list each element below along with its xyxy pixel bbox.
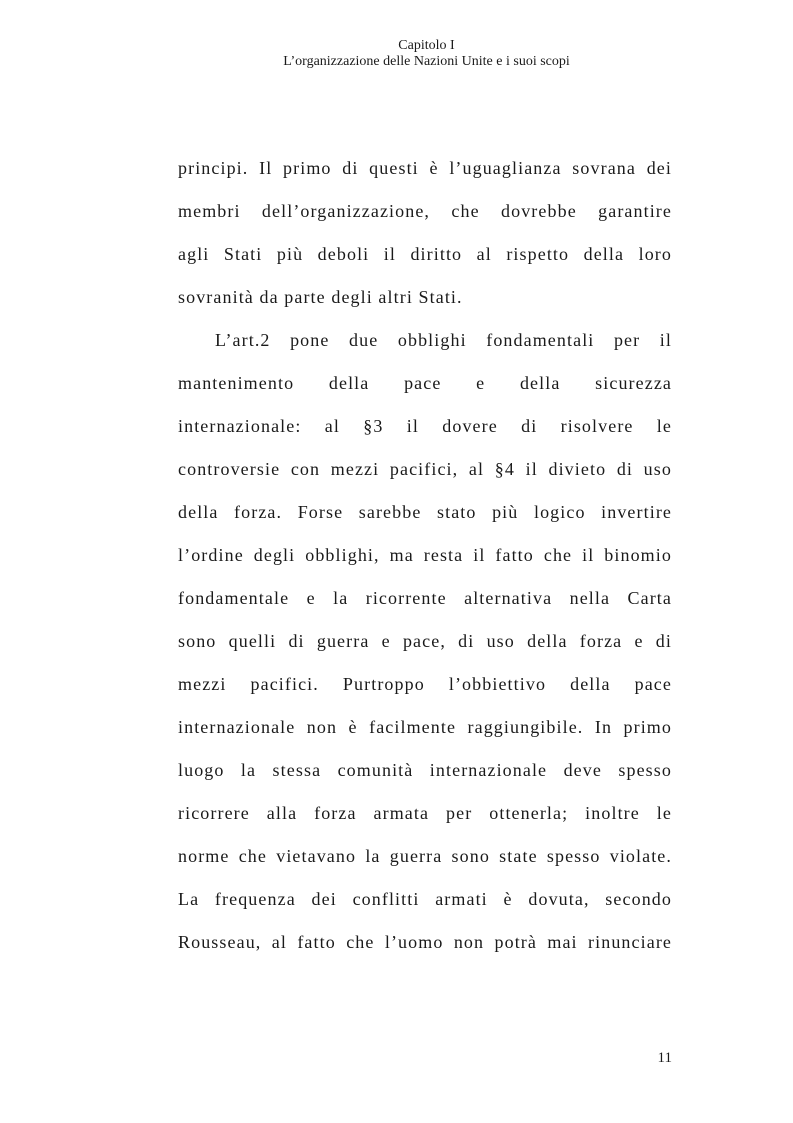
text-line: La frequenza dei conflitti armati è dovuta, secondo <box>178 889 672 909</box>
text-line: Rousseau, al fatto che l’uomo non potrà mai rinunciare <box>178 932 672 952</box>
text-line: l’ordine degli obblighi, ma resta il fatto che il binomio <box>178 545 672 565</box>
text-line: internazionale: al §3 il dovere di risolvere le <box>178 416 672 436</box>
text-line: principi. Il primo di questi è l’uguaglianza sovrana dei <box>178 158 672 178</box>
text-line: internazionale non è facilmente raggiungibile. In primo <box>178 717 672 737</box>
text-line: mantenimento della pace e della sicurezza <box>178 373 672 393</box>
running-header <box>0 38 793 70</box>
text-line: controversie con mezzi pacifici, al §4 il divieto di uso <box>178 459 672 479</box>
text-line: agli Stati più deboli il diritto al rispetto della loro <box>178 244 672 264</box>
text-line: mezzi pacifici. Purtroppo l’obbiettivo della pace <box>178 674 672 694</box>
text-line: fondamentale e la ricorrente alternativa nella Carta <box>178 588 672 608</box>
text-line: norme che vietavano la guerra sono state spesso violate. <box>178 846 672 866</box>
chapter-title: L’organizzazione delle Nazioni Unite e i suoi scopi <box>283 54 570 69</box>
text-line: ricorrere alla forza armata per ottenerla; inoltre le <box>178 803 672 823</box>
text-line: membri dell’organizzazione, che dovrebbe garantire <box>178 201 672 221</box>
text-line: sono quelli di guerra e pace, di uso della forza e di <box>178 631 672 651</box>
text-line: luogo la stessa comunità internazionale deve spesso <box>178 760 672 780</box>
page-number: 11 <box>657 1050 672 1066</box>
text-line: della forza. Forse sarebbe stato più logico invertire <box>178 502 672 522</box>
paragraph-start-line: L’art.2 pone due obblighi fondamentali per il <box>215 330 672 350</box>
paragraph-end-line: sovranità da parte degli altri Stati. <box>178 287 463 307</box>
chapter-label: Capitolo I <box>398 38 455 53</box>
body-text <box>178 147 672 964</box>
